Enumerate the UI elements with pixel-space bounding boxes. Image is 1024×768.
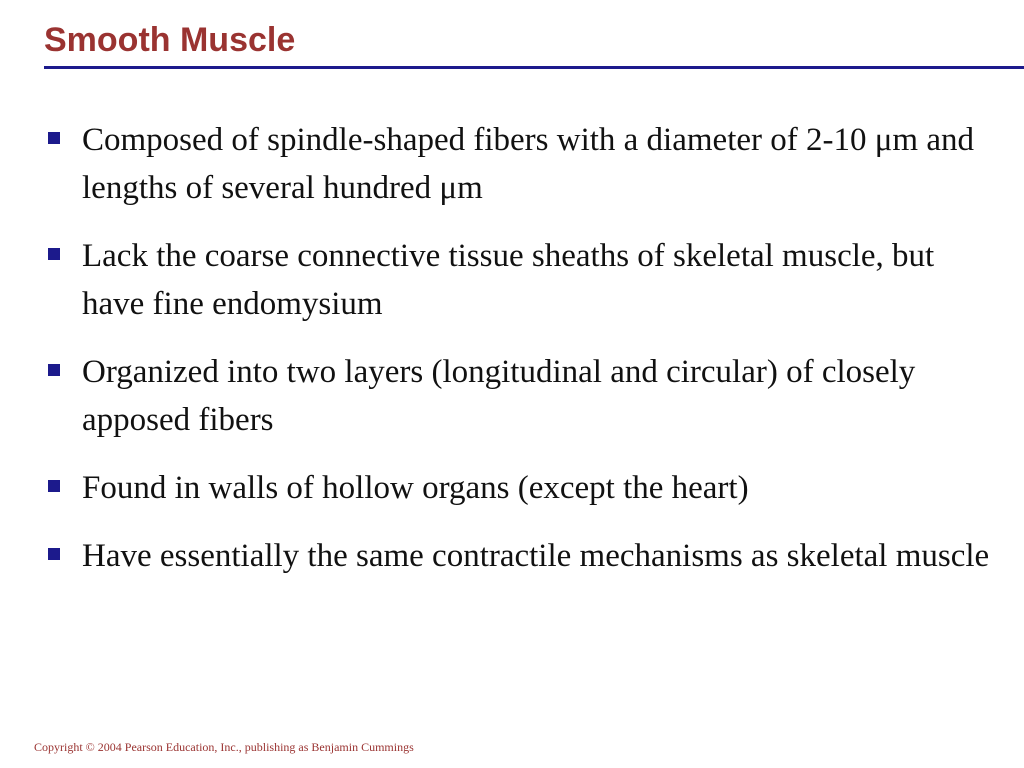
bullet-text: Organized into two layers (longitudinal and circular) of closely apposed fibers bbox=[82, 354, 916, 438]
square-bullet-icon bbox=[48, 364, 60, 376]
bullet-text: Lack the coarse connective tissue sheaths of skeletal muscle, but have fine endomysium bbox=[82, 238, 935, 322]
bullet-item bbox=[44, 116, 994, 212]
bullet-item bbox=[44, 532, 994, 580]
title-divider bbox=[44, 66, 1024, 69]
square-bullet-icon bbox=[48, 248, 60, 260]
square-bullet-icon bbox=[48, 548, 60, 560]
square-bullet-icon bbox=[48, 132, 60, 144]
bullet-text: Found in walls of hollow organs (except the heart) bbox=[82, 470, 749, 506]
bullet-item bbox=[44, 232, 994, 328]
bullet-text: Have essentially the same contractile mechanisms as skeletal muscle bbox=[82, 538, 990, 574]
square-bullet-icon bbox=[48, 480, 60, 492]
slide-title: Smooth Muscle bbox=[44, 21, 296, 59]
bullet-list bbox=[44, 116, 994, 600]
bullet-text: Composed of spindle-shaped fibers with a diameter of 2-10 μm and lengths of several hundred μm bbox=[82, 122, 974, 206]
bullet-item bbox=[44, 464, 994, 512]
bullet-item bbox=[44, 348, 994, 444]
copyright-footer: Copyright © 2004 Pearson Education, Inc., publishing as Benjamin Cummings bbox=[34, 740, 414, 754]
